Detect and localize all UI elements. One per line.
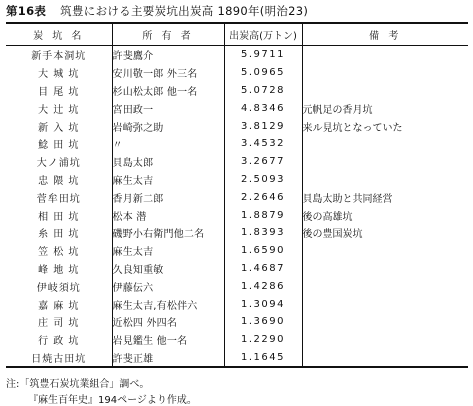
owner-cell: 松本 潜 xyxy=(112,206,224,224)
header-mine-name: 炭 坑 名 xyxy=(6,23,112,46)
owner-cell: 〃 xyxy=(112,135,224,153)
mine-name-cell: 大 城 坑 xyxy=(38,69,80,81)
footnote-source: 注:「筑豊石炭坑業組合」調べ。 xyxy=(6,379,150,390)
header-remarks: 備 考 xyxy=(302,23,468,46)
output-cell: 3.8129 xyxy=(224,117,302,135)
table-caption: 筑豊における主要炭坑出炭高 1890年(明治23) xyxy=(60,4,309,18)
output-cell: 1.4687 xyxy=(224,260,302,278)
output-cell: 1.1645 xyxy=(224,349,302,368)
output-cell: 1.2290 xyxy=(224,331,302,349)
output-cell: 2.2646 xyxy=(224,188,302,206)
header-row xyxy=(6,23,468,46)
owner-cell: 麻生太吉,有松伴六 xyxy=(112,295,224,313)
remarks-cell xyxy=(302,260,468,278)
mine-name-cell: 大ノ浦坑 xyxy=(36,158,81,170)
mine-name-cell: 新 入 坑 xyxy=(38,122,80,134)
remarks-cell xyxy=(302,242,468,260)
owner-cell: 貝島太郎 xyxy=(112,153,224,171)
remarks-cell xyxy=(302,171,468,189)
mine-name-cell: 目 尾 坑 xyxy=(38,86,80,98)
remarks-cell: 貝島太助と共同経営 xyxy=(302,188,468,206)
output-cell: 4.8346 xyxy=(224,99,302,117)
table-body xyxy=(6,46,468,368)
owner-cell: 久良知重敏 xyxy=(112,260,224,278)
remarks-cell: 来ル見坑となっていた xyxy=(302,117,468,135)
output-cell: 5.9711 xyxy=(224,46,302,64)
remarks-cell xyxy=(302,153,468,171)
table-header xyxy=(6,23,468,46)
owner-cell: 麻生太吉 xyxy=(112,242,224,260)
output-cell: 1.6590 xyxy=(224,242,302,260)
owner-cell: 許斐鷹介 xyxy=(112,46,224,64)
coal-output-table xyxy=(6,22,468,368)
table-row xyxy=(6,188,468,206)
table-row xyxy=(6,224,468,242)
table-row xyxy=(6,135,468,153)
mine-name-cell: 伊岐須坑 xyxy=(36,282,81,294)
table-row xyxy=(6,99,468,117)
mine-name-cell: 忠 隈 坑 xyxy=(38,175,80,187)
mine-name-cell: 日焼古田坑 xyxy=(31,353,87,365)
owner-cell: 岩見鑑生 他一名 xyxy=(112,331,224,349)
owner-cell: 伊藤伝六 xyxy=(112,277,224,295)
mine-name-cell: 峰 地 坑 xyxy=(38,264,80,276)
owner-cell: 香月新二郎 xyxy=(112,188,224,206)
output-cell: 5.0965 xyxy=(224,64,302,82)
mine-name-cell: 鯰 田 坑 xyxy=(38,140,80,152)
mine-name-cell: 大 辻 坑 xyxy=(38,104,80,116)
table-row xyxy=(6,117,468,135)
owner-cell: 宮田政一 xyxy=(112,99,224,117)
remarks-cell xyxy=(302,277,468,295)
owner-cell: 麻生太吉 xyxy=(112,171,224,189)
output-cell: 1.8393 xyxy=(224,224,302,242)
mine-name-cell: 新手本洞坑 xyxy=(31,51,87,63)
table-row xyxy=(6,46,468,64)
output-cell: 2.5093 xyxy=(224,171,302,189)
table-row xyxy=(6,349,468,368)
remarks-cell xyxy=(302,135,468,153)
remarks-cell xyxy=(302,313,468,331)
output-cell: 1.4286 xyxy=(224,277,302,295)
table-row xyxy=(6,331,468,349)
table-row xyxy=(6,64,468,82)
output-cell: 1.3690 xyxy=(224,313,302,331)
output-cell: 3.4532 xyxy=(224,135,302,153)
table-row xyxy=(6,277,468,295)
owner-cell: 安川敬一郎 外三名 xyxy=(112,64,224,82)
owner-cell: 磯野小右衛門他二名 xyxy=(112,224,224,242)
table-row xyxy=(6,295,468,313)
output-cell: 1.3094 xyxy=(224,295,302,313)
table-title xyxy=(6,3,308,19)
remarks-cell: 後の高雄坑 xyxy=(302,206,468,224)
mine-name-cell: 菅牟田坑 xyxy=(36,193,81,205)
remarks-cell xyxy=(302,46,468,64)
remarks-cell xyxy=(302,64,468,82)
remarks-cell xyxy=(302,331,468,349)
remarks-cell: 元帆足の香月坑 xyxy=(302,99,468,117)
table-row xyxy=(6,206,468,224)
mine-name-cell: 笠 松 坑 xyxy=(38,247,80,259)
remarks-cell xyxy=(302,349,468,368)
remarks-cell xyxy=(302,295,468,313)
mine-name-cell: 相 田 坑 xyxy=(38,211,80,223)
remarks-cell: 後の豊国炭坑 xyxy=(302,224,468,242)
header-owner: 所 有 者 xyxy=(112,23,224,46)
output-cell: 1.8879 xyxy=(224,206,302,224)
mine-name-cell: 庄 司 坑 xyxy=(38,318,80,330)
mine-name-cell: 糸 田 坑 xyxy=(38,229,80,241)
table-row xyxy=(6,153,468,171)
owner-cell: 岩崎弥之助 xyxy=(112,117,224,135)
output-cell: 3.2677 xyxy=(224,153,302,171)
table-number: 第16表 xyxy=(6,4,47,18)
owner-cell: 杉山松太郎 他一名 xyxy=(112,82,224,100)
header-output: 出炭高(万トン) xyxy=(224,23,302,46)
owner-cell: 許斐正雄 xyxy=(112,349,224,368)
remarks-cell xyxy=(302,82,468,100)
table-row xyxy=(6,171,468,189)
output-cell: 5.0728 xyxy=(224,82,302,100)
footnote-reference: 『麻生百年史』194ページより作成。 xyxy=(28,395,197,406)
table-row xyxy=(6,82,468,100)
mine-name-cell: 嘉 麻 坑 xyxy=(38,300,80,312)
mine-name-cell: 行 政 坑 xyxy=(38,336,80,348)
owner-cell: 近松四 外四名 xyxy=(112,313,224,331)
table-row xyxy=(6,313,468,331)
table-row xyxy=(6,242,468,260)
table-row xyxy=(6,260,468,278)
